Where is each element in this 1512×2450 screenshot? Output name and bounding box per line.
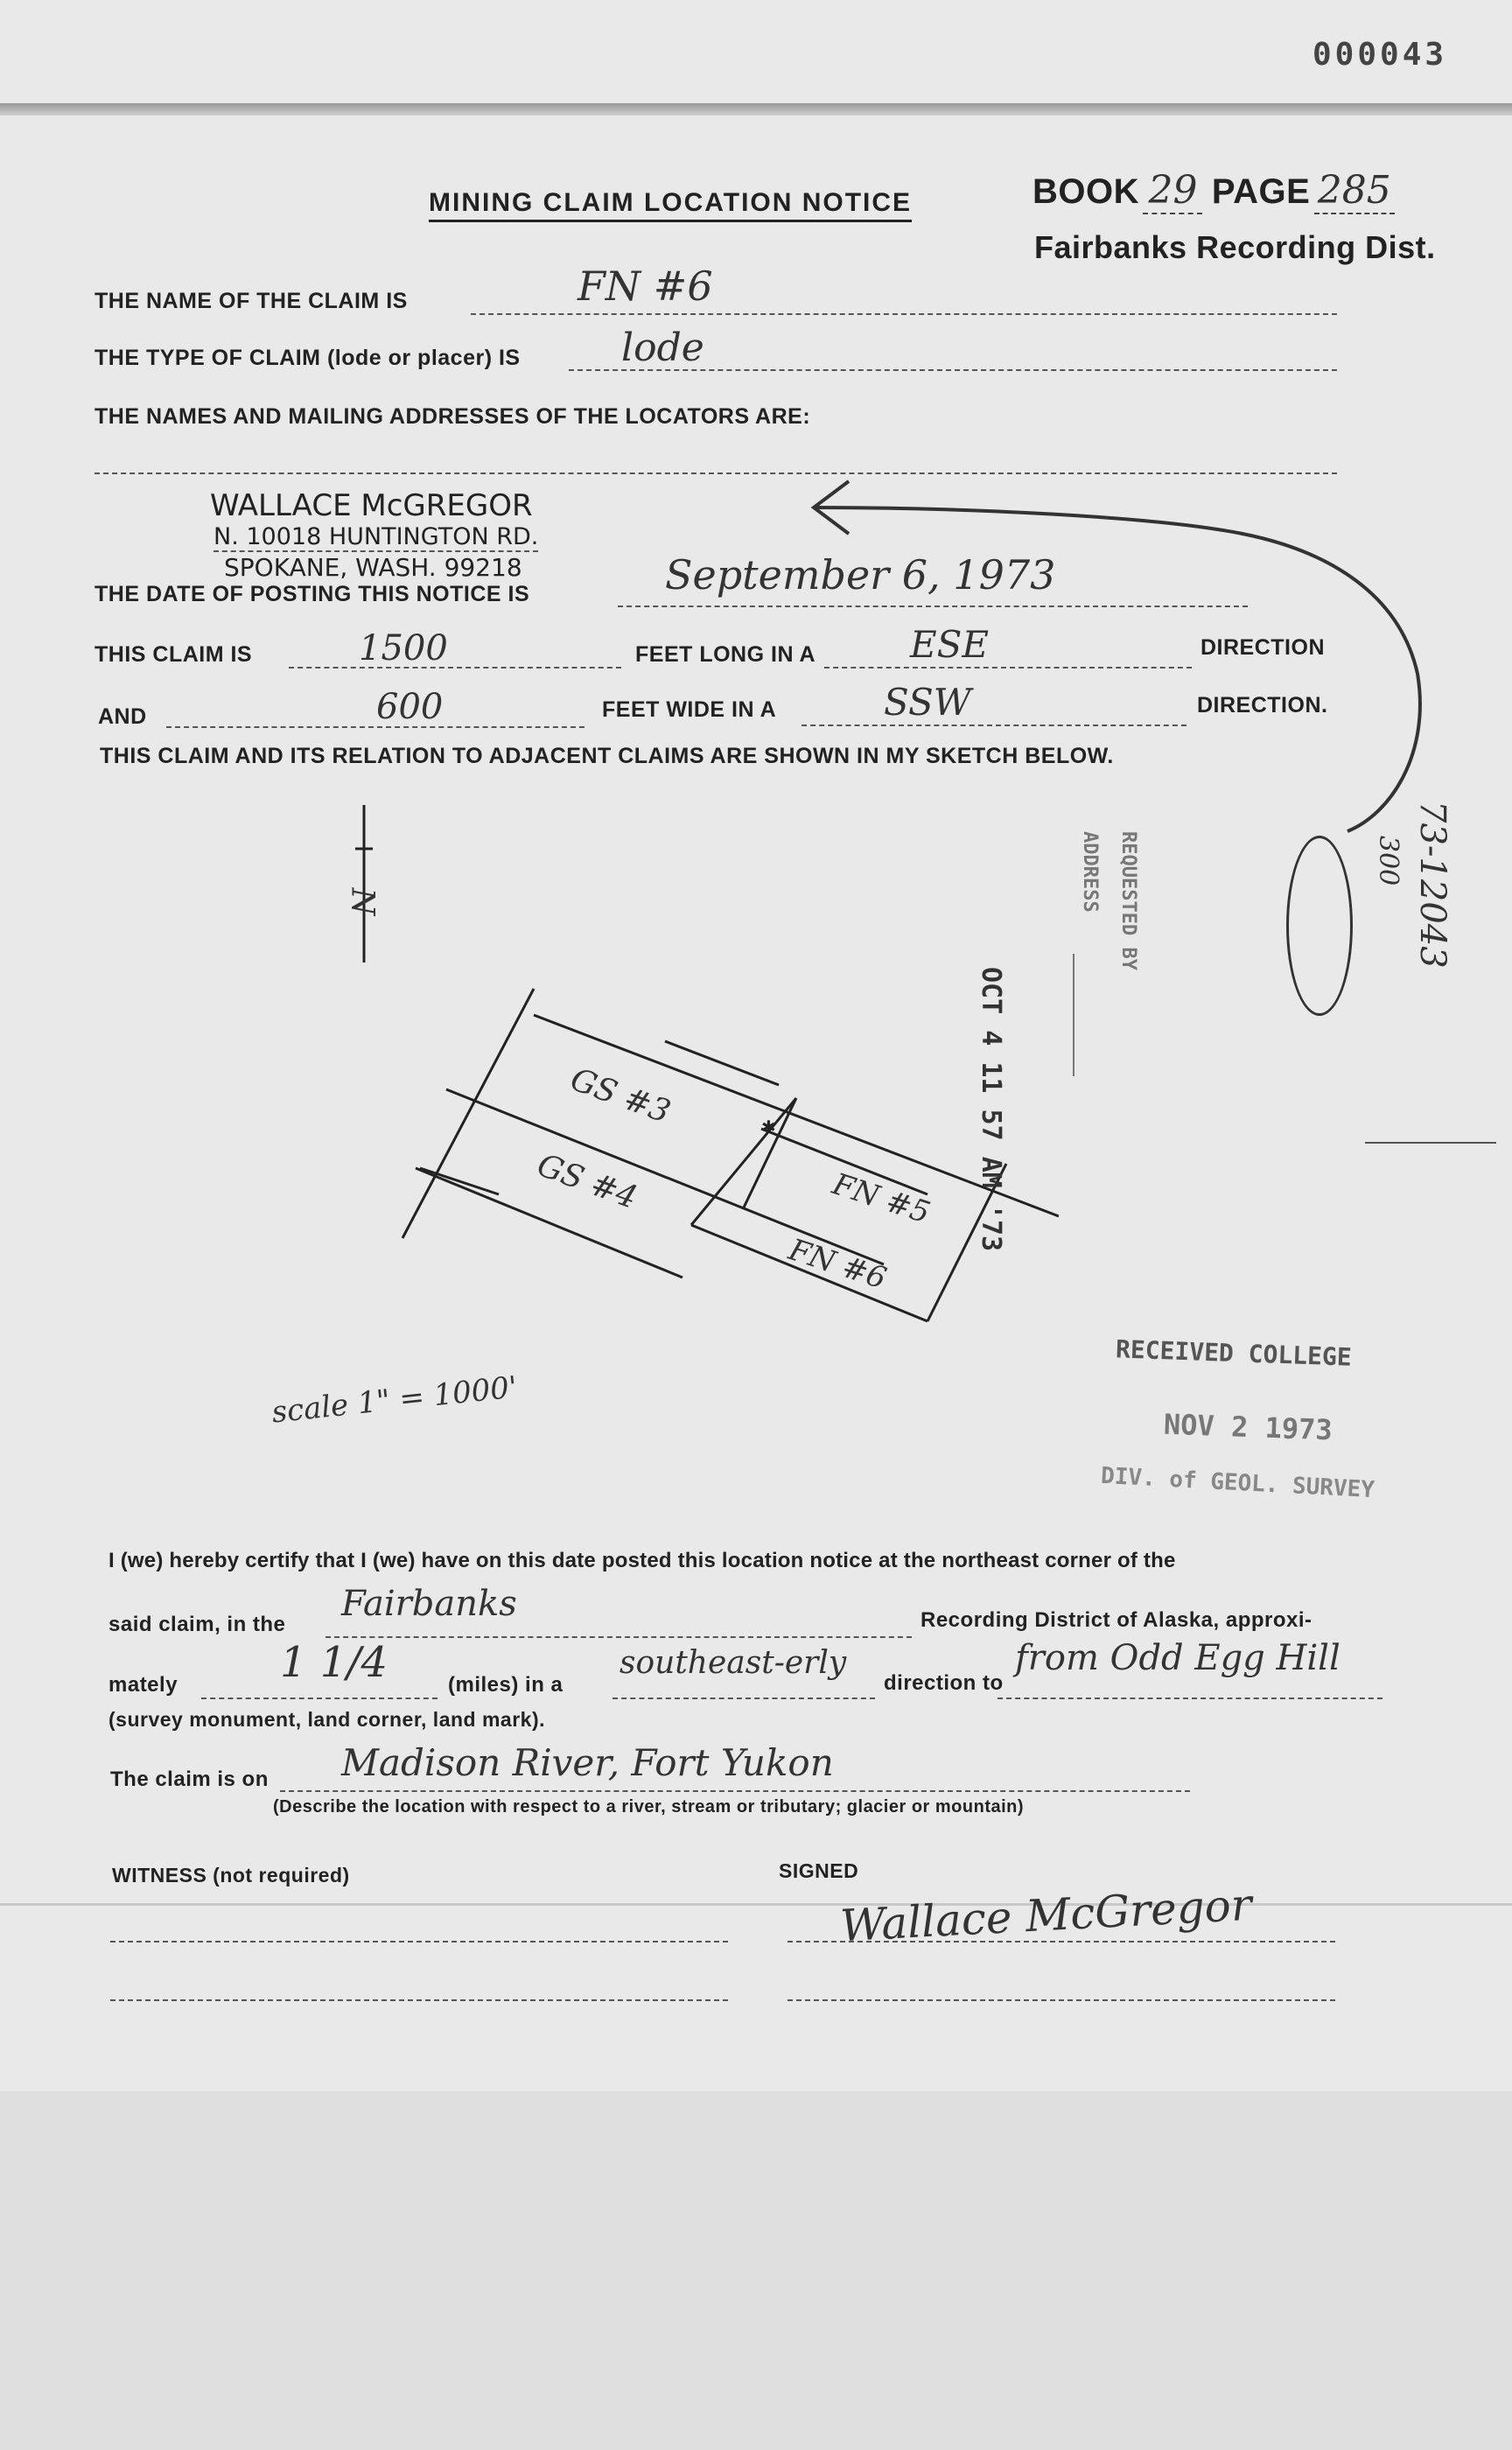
corner-mark: ✱ xyxy=(761,1116,776,1138)
claim-name-value: FN #6 xyxy=(578,262,713,310)
length-mid-label: FEET LONG IN A xyxy=(635,642,816,667)
address-label: ADDRESS xyxy=(1079,831,1101,913)
address-line xyxy=(1073,954,1074,1076)
sketch-label: THIS CLAIM AND ITS RELATION TO ADJACENT CLAIMS ARE SHOWN IN MY SKETCH BELOW. xyxy=(100,744,1114,768)
signature-line-2 xyxy=(788,1999,1335,2001)
length-line xyxy=(289,667,621,668)
length-value: 1500 xyxy=(359,628,448,668)
distance-value: 1 1/4 xyxy=(280,1638,388,1687)
locator-name: WALLACE McGREGOR xyxy=(210,488,533,523)
district-value: Fairbanks xyxy=(341,1584,517,1624)
book-page-block xyxy=(1032,168,1395,213)
book-value: 29 xyxy=(1143,168,1202,214)
recording-district: Fairbanks Recording Dist. xyxy=(1034,229,1436,265)
file-number: 73-12043 xyxy=(1412,801,1452,969)
recording-district-label: Recording District of Alaska, approxi- xyxy=(920,1608,1312,1632)
sketch-scale: scale 1" = 1000' xyxy=(270,1369,520,1431)
landmark-value: from Odd Egg Hill xyxy=(1015,1638,1340,1678)
claim-on-value: Madison River, Fort Yukon xyxy=(341,1741,834,1784)
division-stamp: DIV. of GEOL. SURVEY xyxy=(1100,1462,1376,1504)
received-date-stamp: NOV 2 1973 xyxy=(1163,1407,1334,1447)
miles-label: (miles) in a xyxy=(448,1673,564,1697)
requested-by-label: REQUESTED BY xyxy=(1117,831,1139,970)
witness-line-2 xyxy=(110,1999,728,2001)
locator-address-2: SPOKANE, WASH. 99218 xyxy=(224,553,522,582)
width-mid-label: FEET WIDE IN A xyxy=(602,697,777,722)
posting-date-value: September 6, 1973 xyxy=(665,551,1056,598)
length-direction: ESE xyxy=(910,623,990,666)
width-direction: SSW xyxy=(884,681,971,724)
locator-address-1: N. 10018 HUNTINGTON RD. xyxy=(214,523,539,550)
direction-value: southeast-erly xyxy=(620,1645,847,1681)
signed-label: SIGNED xyxy=(779,1859,859,1882)
direction-line xyxy=(612,1698,875,1699)
witness-line-1 xyxy=(110,1941,728,1942)
book-label: BOOK xyxy=(1032,172,1139,211)
sketch-gs3: GS #3 xyxy=(565,1061,676,1130)
and-label: AND xyxy=(98,704,147,729)
monument-label: (survey monument, land corner, land mark). xyxy=(108,1708,546,1731)
page-value: 285 xyxy=(1314,168,1395,214)
length-label: THIS CLAIM IS xyxy=(94,642,253,667)
sketch-fn6: FN #6 xyxy=(784,1232,891,1297)
claim-name-label: THE NAME OF THE CLAIM IS xyxy=(94,289,408,313)
form-title: MINING CLAIM LOCATION NOTICE xyxy=(429,188,912,222)
document-number: 000043 xyxy=(1312,37,1448,73)
certify-line: I (we) hereby certify that I (we) have on this date posted this location notice at the northeast corner of the xyxy=(108,1549,1176,1572)
posting-date-label: THE DATE OF POSTING THIS NOTICE IS xyxy=(94,582,530,606)
claim-type-label: THE TYPE OF CLAIM (lode or placer) IS xyxy=(94,346,521,370)
north-arrow xyxy=(341,796,394,971)
landmark-line xyxy=(998,1698,1382,1699)
claim-on-line xyxy=(280,1790,1190,1792)
district-line xyxy=(326,1636,912,1638)
stamp-oval xyxy=(1286,836,1353,1016)
locators-label: THE NAMES AND MAILING ADDRESSES OF THE LOCATORS ARE: xyxy=(94,404,811,429)
fee-amount: 300 xyxy=(1373,836,1404,886)
said-claim-label: said claim, in the xyxy=(108,1613,286,1636)
distance-line xyxy=(201,1698,438,1699)
claim-type-value: lode xyxy=(621,326,704,370)
describe-label: (Describe the location with respect to a river, stream or tributary; glacier or mountain) xyxy=(273,1797,1025,1816)
fold-line xyxy=(0,1903,1512,1906)
direction-to-label: direction to xyxy=(884,1671,1004,1695)
recorded-stamp: OCT 4 11 57 AM '73 xyxy=(976,967,1006,1252)
claim-on-label: The claim is on xyxy=(110,1768,269,1791)
margin-rule xyxy=(1365,1142,1496,1144)
top-paper-edge xyxy=(0,103,1512,116)
direction-label-1: DIRECTION xyxy=(1200,635,1325,660)
direction-label-2: DIRECTION. xyxy=(1197,693,1328,718)
north-label: N xyxy=(344,887,381,916)
page-label: PAGE xyxy=(1211,172,1311,211)
witness-label: WITNESS (not required) xyxy=(112,1864,350,1886)
width-value: 600 xyxy=(376,687,444,727)
claim-sketch xyxy=(394,971,1059,1339)
sketch-gs4: GS #4 xyxy=(532,1147,642,1216)
received-stamp: RECEIVED COLLEGE xyxy=(1115,1334,1353,1372)
claim-name-line xyxy=(471,313,1337,315)
sketch-fn5: FN #5 xyxy=(828,1166,934,1231)
signature-value: Wallace McGregor xyxy=(838,1879,1253,1952)
bottom-shadow xyxy=(0,2091,1512,2450)
width-line xyxy=(166,726,584,728)
mately-label: mately xyxy=(108,1673,178,1697)
